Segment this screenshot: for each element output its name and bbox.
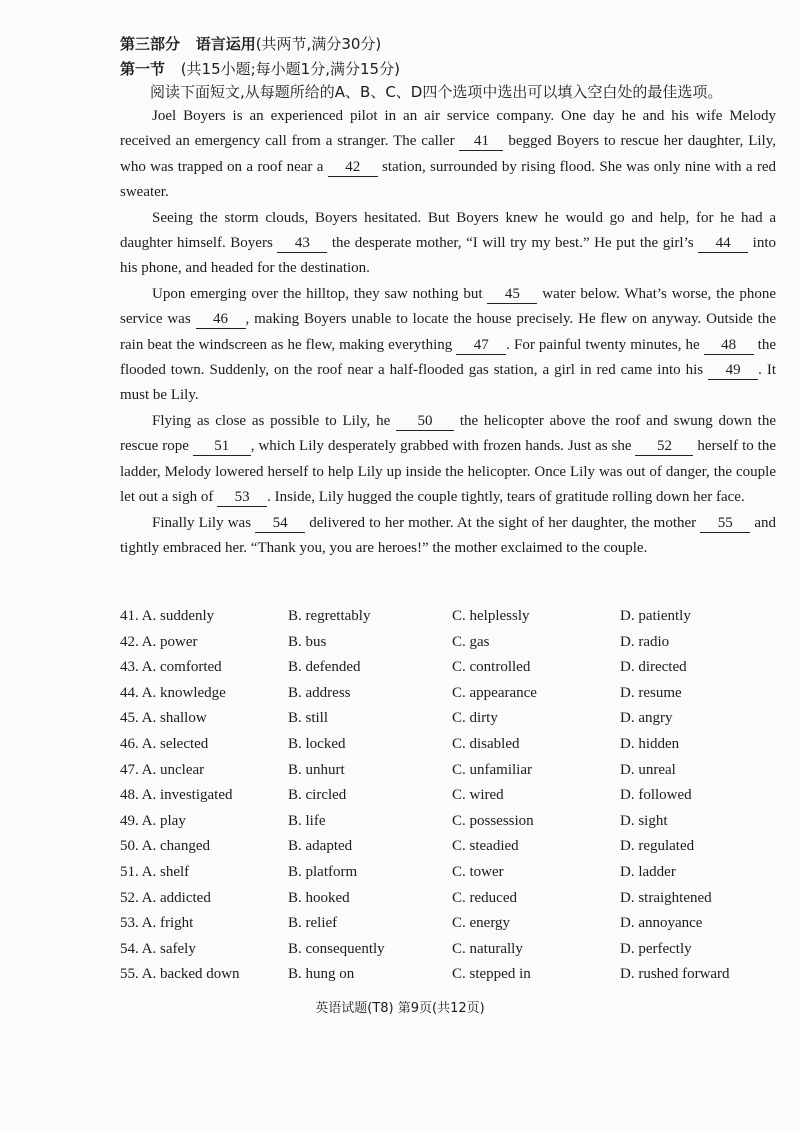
blank-50: 50 (396, 412, 454, 431)
blank-48: 48 (704, 336, 754, 355)
blank-55: 55 (700, 514, 750, 533)
question-55-options (120, 966, 780, 992)
text: the flooded town. Suddenly, on the roof near a half-flooded gas station, a girl in red came into his (120, 336, 777, 379)
paragraph-4 (120, 409, 776, 511)
option-c: C. appearance (452, 684, 537, 701)
paragraph-1 (120, 104, 776, 206)
section-note: (共15小题;每小题1分,满分15分) (180, 60, 400, 78)
text: Upon emerging over the hilltop, they saw nothing but (152, 285, 488, 302)
text: delivered to her mother. At the sight of her daughter, the mother (305, 514, 701, 531)
option-c: C. unfamiliar (452, 761, 532, 778)
option-b: B. circled (288, 787, 347, 804)
paragraph-5 (120, 511, 776, 562)
text: station, surrounded by rising flood. She was only nine with a red sweater. (120, 158, 776, 201)
blank-43: 43 (277, 234, 327, 253)
question-44-options (120, 685, 780, 711)
text: begged Boyers to rescue her daughter, Lily, who was trapped on a roof near a (120, 133, 777, 175)
text: into his phone, and headed for the destination. (120, 235, 776, 277)
text: Joel Boyers is an experienced pilot in an air service company. One day he and his wife Melody received an emergency call from a stranger. The caller (120, 108, 776, 150)
option-b: B. hung on (288, 966, 355, 983)
question-51-options (120, 864, 780, 890)
option-a: 50. A. changed (120, 838, 210, 855)
question-42-options (120, 634, 780, 660)
option-c: C. disabled (452, 735, 520, 752)
blank-54: 54 (255, 514, 305, 533)
paragraph-2 (120, 206, 776, 282)
option-b: B. platform (288, 863, 358, 880)
part-note: (共两节,满分30分) (255, 35, 382, 53)
question-43-options (120, 659, 780, 685)
option-a: 42. A. power (120, 633, 198, 650)
option-d: D. straightened (620, 889, 712, 906)
option-d: D. resume (620, 684, 682, 701)
text: the helicopter above the roof and swung down the rescue rope (120, 412, 776, 455)
section-heading (120, 58, 400, 79)
passage (120, 104, 776, 561)
option-d: D. annoyance (620, 915, 703, 932)
option-a: 54. A. safely (120, 940, 196, 957)
option-d: D. patiently (620, 608, 691, 624)
text: water below. What’s worse, the phone service was (120, 285, 776, 328)
question-50-options (120, 838, 780, 864)
option-b: B. consequently (288, 940, 385, 957)
question-48-options (120, 787, 780, 813)
option-d: D. ladder (620, 863, 676, 880)
option-a: 48. A. investigated (120, 787, 233, 804)
blank-45: 45 (487, 285, 537, 304)
option-c: C. stepped in (452, 966, 531, 983)
option-b: B. unhurt (288, 761, 345, 778)
option-b: B. hooked (288, 889, 350, 906)
question-49-options (120, 813, 780, 839)
option-d: D. sight (620, 812, 668, 829)
option-a: 51. A. shelf (120, 863, 190, 880)
option-a: 47. A. unclear (120, 761, 205, 778)
option-a: 45. A. shallow (120, 710, 207, 727)
option-c: C. possession (452, 812, 534, 829)
option-d: D. perfectly (620, 940, 692, 957)
text: Seeing the storm clouds, Boyers hesitated. But Boyers knew he would go and help, for he had a daughter himself. Boyers (120, 209, 776, 252)
option-d: D. unreal (620, 761, 676, 778)
part-heading (120, 33, 381, 54)
part-number: 第三部分 (120, 35, 181, 53)
text: Finally Lily was (152, 514, 256, 531)
option-c: C. energy (452, 915, 511, 932)
option-d: D. radio (620, 633, 670, 650)
option-c: C. gas (452, 633, 490, 650)
option-b: B. life (288, 812, 326, 829)
page-footer: 英语试题(T8) 第9页(共12页) (315, 1001, 485, 1016)
blank-41: 41 (459, 132, 503, 151)
option-c: C. reduced (452, 889, 517, 906)
text: . Inside, Lily hugged the couple tightly, tears of gratitude rolling down her face. (267, 489, 745, 506)
text: , which Lily desperately grabbed with frozen hands. Just as she (250, 438, 636, 455)
option-c: C. naturally (452, 940, 523, 957)
blank-46: 46 (196, 310, 246, 329)
question-47-options (120, 762, 780, 788)
option-b: B. adapted (288, 838, 353, 855)
blank-42: 42 (328, 158, 378, 177)
paragraph-3 (120, 282, 776, 409)
option-d: D. hidden (620, 735, 680, 752)
text: Flying as close as possible to Lily, he (152, 412, 397, 429)
section-number: 第一节 (120, 60, 166, 78)
option-a: 44. A. knowledge (120, 684, 226, 701)
option-c: C. helplessly (452, 608, 530, 624)
option-b: B. address (288, 684, 351, 701)
question-52-options (120, 890, 780, 916)
question-45-options (120, 710, 780, 736)
text: the desperate mother, “I will try my best.” He put the girl’s (327, 235, 699, 252)
option-c: C. dirty (452, 710, 498, 727)
question-41-options (120, 608, 780, 634)
option-d: D. followed (620, 787, 692, 804)
blank-47: 47 (456, 336, 506, 355)
option-d: D. rushed forward (620, 966, 730, 983)
blank-53: 53 (217, 488, 267, 507)
option-a: 49. A. play (120, 812, 186, 829)
option-d: D. regulated (620, 838, 695, 855)
option-a: 46. A. selected (120, 735, 209, 752)
option-c: C. controlled (452, 659, 531, 676)
options-list (120, 608, 780, 992)
instruction: 阅读下面短文,从每题所给的A、B、C、D四个选项中选出可以填入空白处的最佳选项。 (150, 83, 723, 101)
part-title: 语言运用 (195, 35, 256, 53)
text: , making Boyers unable to locate the house precisely. He flew on anyway. Outside the rain beat the windscreen as he flew, making everything (120, 311, 776, 353)
option-d: D. directed (620, 659, 687, 676)
question-46-options (120, 736, 780, 762)
option-d: D. angry (620, 710, 673, 727)
option-a: 52. A. addicted (120, 889, 211, 906)
option-c: C. wired (452, 787, 504, 804)
option-b: B. locked (288, 735, 346, 752)
option-b: B. regrettably (288, 608, 371, 624)
text: and tightly embraced her. “Thank you, you are heroes!” the mother exclaimed to the couple. (120, 514, 777, 556)
blank-52: 52 (635, 437, 693, 456)
text: . It must be Lily. (120, 362, 777, 404)
blank-49: 49 (708, 361, 758, 380)
option-a: 55. A. backed down (120, 966, 240, 983)
option-b: B. defended (288, 659, 361, 676)
option-c: C. steadied (452, 838, 519, 855)
option-c: C. tower (452, 863, 504, 880)
option-b: B. bus (288, 633, 327, 650)
option-b: B. still (288, 710, 329, 727)
blank-51: 51 (193, 437, 251, 456)
option-a: 53. A. fright (120, 915, 194, 932)
option-a: 41. A. suddenly (120, 608, 215, 624)
option-a: 43. A. comforted (120, 659, 222, 676)
option-b: B. relief (288, 915, 338, 932)
question-54-options (120, 941, 780, 967)
question-53-options (120, 915, 780, 941)
blank-44: 44 (698, 234, 748, 253)
text: . For painful twenty minutes, he (506, 336, 704, 353)
text: herself to the ladder, Melody lowered herself to help Lily up inside the helicopter. Once Lily was out of danger, the couple let out a sigh of (120, 438, 776, 506)
